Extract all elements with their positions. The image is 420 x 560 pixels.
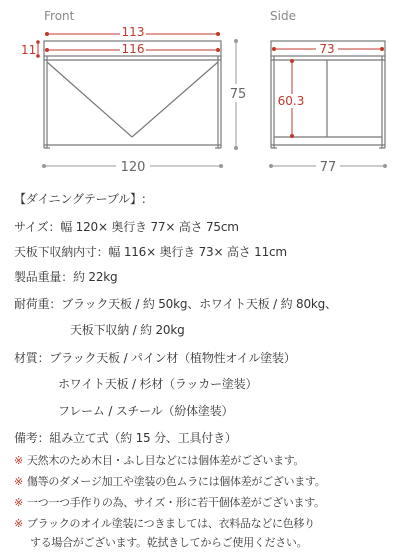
front-drawer-height-value: 11 [21,43,37,57]
front-height-dimension [228,39,246,150]
side-inner-height-value: 60.3 [277,94,305,108]
front-width-dimension [42,158,223,175]
side-depth-dimension [269,158,387,175]
note-mark: ※ [14,475,23,488]
note-1 [14,454,304,467]
note-mark: ※ [14,517,23,530]
front-width-value: 120 [120,160,146,175]
note-mark: ※ [14,496,23,509]
note-4-continuation: する場合がございます。乾拭きしてからご使用ください。 [30,536,308,549]
spec-load-line1: 耐荷重：ブラック天板 / 約 50kg、ホワイト天板 / 約 80kg、 [14,297,337,311]
front-drawer-height-dimension [21,40,40,58]
spec-material-line2: ホワイト天板 / 杉材（ラッカー塗装） [58,377,258,391]
front-frame [44,56,221,148]
front-top-outer-value: 116 [121,42,145,56]
side-depth-value: 77 [319,160,337,175]
note-2 [14,475,325,488]
side-inner-depth-value: 73 [319,42,335,56]
note-4-text: ブラックのオイル塗装につきましては、衣料品などに色移り [26,517,315,530]
spec-load-line2: 天板下収納 / 約 20kg [70,323,185,337]
note-2-text: 傷等のダメージ加工や塗装の色ムラには個体差がございます。 [26,475,326,488]
front-height-value: 75 [229,87,247,102]
note-3-text: 一つ一つ手作りの為、サイズ・形に若干個体差がございます。 [26,496,325,509]
side-label: Side [270,9,296,23]
side-inner-depth-dimension [272,42,384,56]
spec-material-line3: フレーム / スチール（紛体塗装） [58,404,234,418]
spec-inner-size: 天板下収納内寸：幅 116× 奥行き 73× 高さ 11cm [14,245,287,259]
note-3 [14,496,325,509]
spec-size: サイズ：幅 120× 奥行き 77× 高さ 75cm [14,220,239,234]
spec-remarks: 備考：組み立て式（約 15 分、工具付き） [14,431,237,445]
front-top-inner-dimension [45,25,220,39]
spec-weight: 製品重量：約 22kg [14,270,118,284]
note-1-text: 天然木のため木目・ふし目などには個体差がございます。 [26,454,305,467]
note-mark: ※ [14,454,23,467]
dimension-diagram [0,0,420,185]
front-top-inner-value: 113 [121,25,145,39]
note-4 [14,517,315,530]
spec-material-line1: 材質：ブラック天板 / パイン材（植物性オイル塗装） [14,351,296,365]
spec-heading: 【ダイニングテーブル】: [14,192,146,206]
side-inner-height-dimension [276,59,308,138]
front-top-outer-dimension [45,42,220,56]
front-label: Front [44,9,75,23]
